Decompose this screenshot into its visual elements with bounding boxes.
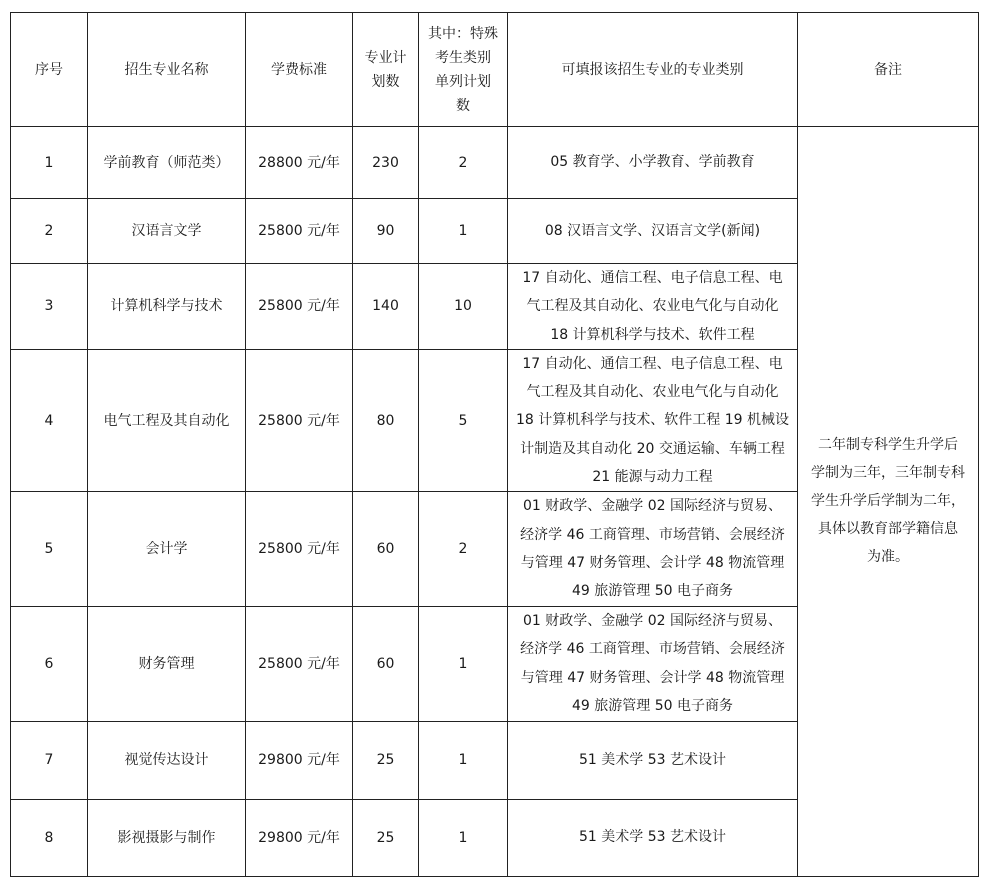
row-special: 1 [419, 606, 508, 721]
remarks-cell [798, 127, 979, 877]
header-special-line: 其中：特殊 [428, 25, 498, 42]
category-line: 气工程及其自动化、农业电气化与自动化 [526, 298, 779, 315]
row-special: 1 [419, 721, 508, 799]
category-line: 气工程及其自动化、农业电气化与自动化 [526, 384, 779, 401]
header-plan-line: 划数 [371, 73, 400, 90]
row-categories [508, 606, 798, 721]
remarks-line: 学制为三年，三年制专科 [811, 465, 965, 482]
category-line: 49 旅游管理 50 电子商务 [572, 697, 733, 714]
row-categories [508, 199, 798, 264]
row-index: 4 [11, 349, 88, 491]
row-index: 8 [11, 799, 88, 876]
row-tuition: 28800 元/年 [246, 127, 353, 199]
category-line: 18 计算机科学与技术、软件工程 19 机械设 [516, 412, 789, 429]
row-plan: 60 [353, 492, 419, 606]
category-line: 18 计算机科学与技术、软件工程 [550, 326, 755, 343]
row-index: 3 [11, 264, 88, 350]
header-plan [353, 13, 419, 127]
header-remarks: 备注 [798, 13, 979, 127]
category-line: 17 自动化、通信工程、电子信息工程、电 [522, 355, 783, 372]
category-line: 计制造及其自动化 20 交通运输、车辆工程 [520, 440, 785, 457]
row-tuition: 25800 元/年 [246, 199, 353, 264]
row-index: 6 [11, 606, 88, 721]
row-plan: 60 [353, 606, 419, 721]
header-plan-line: 专业计 [364, 49, 407, 66]
row-major: 会计学 [88, 492, 246, 606]
row-special: 2 [419, 127, 508, 199]
remarks-line: 二年制专科学生升学后 [818, 437, 958, 454]
row-special: 10 [419, 264, 508, 350]
category-line: 与管理 47 财务管理、会计学 48 物流管理 [520, 669, 785, 686]
row-major: 视觉传达设计 [88, 721, 246, 799]
admissions-table [10, 12, 979, 877]
header-categories: 可填报该招生专业的专业类别 [508, 13, 798, 127]
category-line: 05 教育学、小学教育、学前教育 [550, 154, 755, 171]
row-major: 计算机科学与技术 [88, 264, 246, 350]
row-plan: 80 [353, 349, 419, 491]
row-categories [508, 721, 798, 799]
category-line: 经济学 46 工商管理、市场营销、会展经济 [520, 526, 785, 543]
header-row [11, 13, 979, 127]
category-line: 08 汉语言文学、汉语言文学(新闻) [544, 222, 761, 239]
row-major: 汉语言文学 [88, 199, 246, 264]
header-special-line: 数 [456, 97, 470, 114]
row-index: 2 [11, 199, 88, 264]
header-special-line: 单列计划 [435, 73, 491, 90]
remarks-line: 为准。 [867, 549, 909, 566]
row-major: 影视摄影与制作 [88, 799, 246, 876]
remarks-line: 学生升学后学制为二年， [811, 493, 965, 510]
category-line: 经济学 46 工商管理、市场营销、会展经济 [520, 641, 785, 658]
row-special: 5 [419, 349, 508, 491]
row-major: 电气工程及其自动化 [88, 349, 246, 491]
header-index: 序号 [11, 13, 88, 127]
category-line: 49 旅游管理 50 电子商务 [572, 583, 733, 600]
category-line: 01 财政学、金融学 02 国际经济与贸易、 [523, 612, 782, 629]
row-categories [508, 349, 798, 491]
category-line: 51 美术学 53 艺术设计 [579, 829, 726, 846]
row-tuition: 25800 元/年 [246, 492, 353, 606]
row-tuition: 25800 元/年 [246, 349, 353, 491]
row-special: 2 [419, 492, 508, 606]
row-tuition: 29800 元/年 [246, 799, 353, 876]
category-line: 51 美术学 53 艺术设计 [579, 751, 726, 768]
row-plan: 90 [353, 199, 419, 264]
row-plan: 140 [353, 264, 419, 350]
row-index: 1 [11, 127, 88, 199]
row-major: 学前教育（师范类） [88, 127, 246, 199]
row-plan: 25 [353, 721, 419, 799]
row-special: 1 [419, 199, 508, 264]
row-major: 财务管理 [88, 606, 246, 721]
header-major: 招生专业名称 [88, 13, 246, 127]
category-line: 01 财政学、金融学 02 国际经济与贸易、 [523, 498, 782, 515]
table-row [11, 127, 979, 199]
header-special [419, 13, 508, 127]
row-special: 1 [419, 799, 508, 876]
row-categories [508, 799, 798, 876]
row-plan: 230 [353, 127, 419, 199]
row-categories [508, 492, 798, 606]
category-line: 17 自动化、通信工程、电子信息工程、电 [522, 270, 783, 286]
row-tuition: 25800 元/年 [246, 606, 353, 721]
category-line: 与管理 47 财务管理、会计学 48 物流管理 [520, 554, 785, 571]
remarks-line: 具体以教育部学籍信息 [818, 521, 958, 538]
row-categories [508, 127, 798, 199]
header-tuition: 学费标准 [246, 13, 353, 127]
row-index: 5 [11, 492, 88, 606]
row-plan: 25 [353, 799, 419, 876]
row-categories [508, 264, 798, 350]
category-line: 21 能源与动力工程 [592, 469, 713, 486]
header-special-line: 考生类别 [435, 49, 491, 66]
row-tuition: 29800 元/年 [246, 721, 353, 799]
row-index: 7 [11, 721, 88, 799]
row-tuition: 25800 元/年 [246, 264, 353, 350]
